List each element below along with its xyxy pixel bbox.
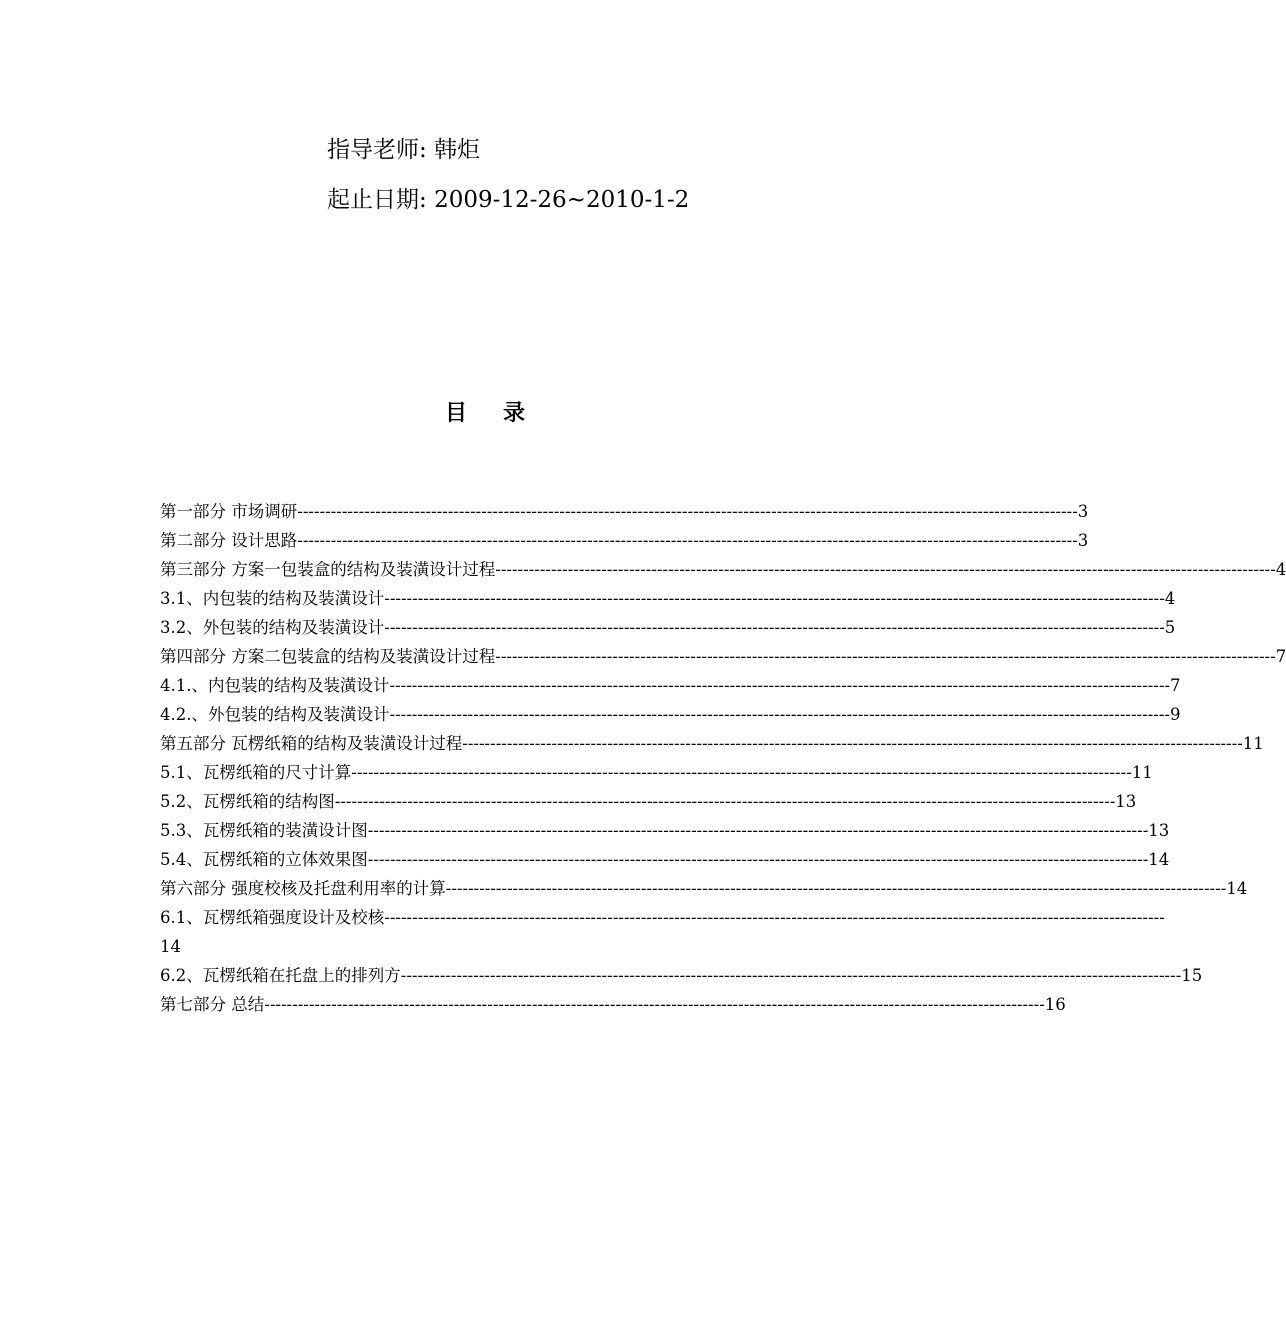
toc-entry-page: 13 [1115, 792, 1137, 811]
toc-entry-page: 5 [1164, 618, 1176, 637]
toc-entry-title: 4.2.、外包装的结构及装潢设计-------------------------------------------------------------------------------------------------------------------------------------------- [160, 705, 1171, 724]
toc-entry-page: 4 [1164, 589, 1176, 608]
toc-entry-page: 11 [1131, 763, 1153, 782]
toc-entry-title: 6.1、瓦楞纸箱强度设计及校核-------------------------------------------------------------------------------------------------------------------------------------------- [160, 908, 1165, 927]
toc-entry-title: 5.3、瓦楞纸箱的装潢设计图-------------------------------------------------------------------------------------------------------------------------------------------- [160, 821, 1149, 840]
toc-entry-title: 5.2、瓦楞纸箱的结构图-------------------------------------------------------------------------------------------------------------------------------------------- [160, 792, 1116, 811]
toc-entry [160, 671, 1181, 700]
toc-entry-page: 11 [1242, 734, 1264, 753]
toc-entry-title: 第一部分 市场调研-------------------------------------------------------------------------------------------------------------------------------------------- [160, 502, 1078, 521]
toc-entry [160, 787, 1137, 816]
toc-title-char-1: 目 [444, 400, 467, 426]
toc-entry [160, 584, 1176, 613]
toc-entry-title: 第三部分 方案一包装盒的结构及装潢设计过程-------------------------------------------------------------------------------------------------------------------------------------------- [160, 560, 1276, 579]
toc-entry [160, 816, 1170, 845]
toc-entry [160, 758, 1153, 787]
date-range-label: 起止日期: [327, 187, 427, 213]
toc-entry-title: 第二部分 设计思路-------------------------------------------------------------------------------------------------------------------------------------------- [160, 531, 1078, 550]
toc-entry-page: 3 [1077, 531, 1089, 550]
toc-entry [160, 555, 1286, 584]
toc-entry-page: 7 [1170, 676, 1181, 695]
toc-title [0, 396, 970, 427]
date-range-value: 2009-12-26~2010-1-2 [434, 187, 690, 213]
supervisor-name: 韩炬 [434, 137, 481, 163]
toc-entry-title: 第五部分 瓦楞纸箱的结构及装潢设计过程-------------------------------------------------------------------------------------------------------------------------------------------- [160, 734, 1243, 753]
toc-entry-title: 第六部分 强度校核及托盘利用率的计算-------------------------------------------------------------------------------------------------------------------------------------------- [160, 879, 1227, 898]
toc-entry-page: 13 [1148, 821, 1170, 840]
toc-entry-page: 15 [1181, 966, 1203, 985]
toc-entry [160, 700, 1181, 729]
toc-entry-title: 5.4、瓦楞纸箱的立体效果图-------------------------------------------------------------------------------------------------------------------------------------------- [160, 850, 1149, 869]
toc-entry-page: 3 [1077, 502, 1089, 521]
toc-entry [160, 642, 1286, 671]
toc-entry-title: 3.2、外包装的结构及装潢设计-------------------------------------------------------------------------------------------------------------------------------------------- [160, 618, 1165, 637]
toc-entry [160, 613, 1176, 642]
toc-entry-page: 14 [1148, 850, 1170, 869]
toc-entry [160, 961, 1203, 990]
toc-entry-page: 14 [1226, 879, 1248, 898]
toc-entry [160, 874, 1248, 903]
supervisor-label: 指导老师: [327, 137, 427, 163]
toc-entry-title: 6.2、瓦楞纸箱在托盘上的排列方-------------------------------------------------------------------------------------------------------------------------------------------- [160, 966, 1182, 985]
toc-entry-page: 7 [1275, 647, 1286, 666]
table-of-contents [160, 497, 1286, 1019]
toc-entry [160, 497, 1089, 526]
toc-entry-title: 第四部分 方案二包装盒的结构及装潢设计过程-------------------------------------------------------------------------------------------------------------------------------------------- [160, 647, 1276, 666]
toc-entry-title: 3.1、内包装的结构及装潢设计-------------------------------------------------------------------------------------------------------------------------------------------- [160, 589, 1165, 608]
toc-entry-page: 16 [1044, 995, 1066, 1014]
toc-entry [160, 729, 1264, 758]
toc-entry [160, 990, 1066, 1019]
toc-entry [160, 903, 1165, 961]
toc-entry-title: 第七部分 总结-------------------------------------------------------------------------------------------------------------------------------------------- [160, 995, 1045, 1014]
date-range-line [327, 186, 689, 214]
toc-entry [160, 526, 1089, 555]
toc-entry-page: 4 [1275, 560, 1286, 579]
toc-title-char-2: 录 [503, 400, 526, 426]
toc-entry-page: 14 [160, 937, 181, 956]
toc-entry [160, 845, 1170, 874]
supervisor-line [327, 136, 480, 164]
toc-entry-page: 9 [1170, 705, 1181, 724]
toc-entry-title: 5.1、瓦楞纸箱的尺寸计算-------------------------------------------------------------------------------------------------------------------------------------------- [160, 763, 1132, 782]
toc-entry-title: 4.1.、内包装的结构及装潢设计-------------------------------------------------------------------------------------------------------------------------------------------- [160, 676, 1171, 695]
